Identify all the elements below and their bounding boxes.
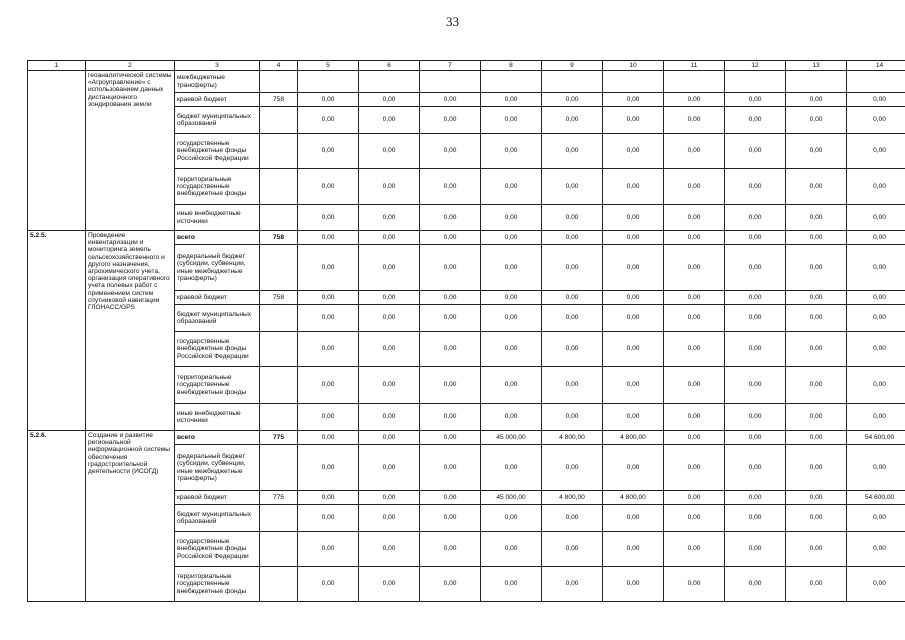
amount-cell: 0,00 <box>725 431 786 445</box>
amount-cell: 0,00 <box>603 567 664 602</box>
funding-source: федеральный бюджет (субсидии, субвенции, иные межбюджетные трансферты) <box>175 245 260 291</box>
funding-source: бюджет муниципальных образований <box>175 107 260 134</box>
amount-cell: 45 000,00 <box>481 431 542 445</box>
funding-source: территориальные государственные внебюджетные фонды <box>175 367 260 404</box>
amount-cell: 0,00 <box>725 491 786 505</box>
amount-cell: 0,00 <box>481 93 542 107</box>
amount-cell <box>420 71 481 93</box>
amount-cell: 0,00 <box>847 231 905 245</box>
amount-cell: 0,00 <box>603 445 664 491</box>
amount-cell: 0,00 <box>786 445 847 491</box>
funding-source: территориальные государственные внебюджетные фонды <box>175 567 260 602</box>
amount-cell: 0,00 <box>542 107 603 134</box>
column-header: 2 <box>86 61 175 71</box>
header-row <box>28 61 905 71</box>
amount-cell: 0,00 <box>786 231 847 245</box>
amount-cell <box>542 71 603 93</box>
amount-cell: 4 800,00 <box>603 491 664 505</box>
amount-cell: 0,00 <box>603 291 664 305</box>
amount-cell: 0,00 <box>420 367 481 404</box>
amount-cell: 0,00 <box>420 567 481 602</box>
amount-cell: 0,00 <box>786 107 847 134</box>
amount-cell: 0,00 <box>542 134 603 169</box>
amount-cell: 0,00 <box>481 291 542 305</box>
amount-cell: 0,00 <box>542 245 603 291</box>
amount-cell: 0,00 <box>542 93 603 107</box>
column-header: 1 <box>28 61 86 71</box>
table-row <box>28 431 905 445</box>
amount-cell: 0,00 <box>481 567 542 602</box>
column-header: 10 <box>603 61 664 71</box>
amount-cell: 0,00 <box>420 169 481 205</box>
amount-cell: 0,00 <box>481 332 542 367</box>
funding-source: всего <box>175 431 260 445</box>
amount-cell: 0,00 <box>786 567 847 602</box>
column-header: 5 <box>298 61 359 71</box>
amount-cell: 0,00 <box>359 431 420 445</box>
amount-cell: 0,00 <box>359 245 420 291</box>
amount-cell: 0,00 <box>664 231 725 245</box>
admin-code <box>260 445 298 491</box>
amount-cell: 0,00 <box>298 332 359 367</box>
amount-cell: 0,00 <box>603 169 664 205</box>
amount-cell: 0,00 <box>481 205 542 231</box>
amount-cell: 0,00 <box>298 404 359 431</box>
amount-cell: 0,00 <box>542 291 603 305</box>
column-header: 7 <box>420 61 481 71</box>
amount-cell: 0,00 <box>847 567 905 602</box>
amount-cell: 0,00 <box>664 532 725 567</box>
amount-cell: 0,00 <box>542 305 603 332</box>
amount-cell: 0,00 <box>603 367 664 404</box>
admin-code <box>260 367 298 404</box>
amount-cell: 0,00 <box>664 445 725 491</box>
amount-cell: 0,00 <box>542 505 603 532</box>
amount-cell: 0,00 <box>664 107 725 134</box>
amount-cell: 54 600,00 <box>847 491 905 505</box>
amount-cell: 0,00 <box>664 134 725 169</box>
amount-cell: 0,00 <box>298 169 359 205</box>
amount-cell: 0,00 <box>542 445 603 491</box>
amount-cell: 54 600,00 <box>847 431 905 445</box>
amount-cell: 0,00 <box>542 532 603 567</box>
column-header: 11 <box>664 61 725 71</box>
amount-cell: 0,00 <box>725 505 786 532</box>
admin-code: 758 <box>260 291 298 305</box>
amount-cell: 0,00 <box>542 205 603 231</box>
admin-code <box>260 567 298 602</box>
amount-cell: 0,00 <box>359 367 420 404</box>
amount-cell: 0,00 <box>725 404 786 431</box>
amount-cell: 0,00 <box>725 445 786 491</box>
amount-cell: 0,00 <box>298 134 359 169</box>
amount-cell: 4 800,00 <box>542 431 603 445</box>
amount-cell: 0,00 <box>664 491 725 505</box>
amount-cell: 0,00 <box>847 134 905 169</box>
amount-cell: 0,00 <box>603 231 664 245</box>
amount-cell: 0,00 <box>786 491 847 505</box>
funding-source: краевой бюджет <box>175 491 260 505</box>
amount-cell: 0,00 <box>725 134 786 169</box>
amount-cell: 0,00 <box>847 532 905 567</box>
funding-source: краевой бюджет <box>175 93 260 107</box>
amount-cell: 0,00 <box>664 93 725 107</box>
amount-cell: 0,00 <box>420 245 481 291</box>
amount-cell: 0,00 <box>847 107 905 134</box>
amount-cell: 0,00 <box>420 491 481 505</box>
amount-cell: 0,00 <box>420 205 481 231</box>
amount-cell: 0,00 <box>786 404 847 431</box>
amount-cell: 0,00 <box>725 205 786 231</box>
amount-cell: 0,00 <box>664 169 725 205</box>
amount-cell: 0,00 <box>725 169 786 205</box>
amount-cell: 0,00 <box>847 169 905 205</box>
amount-cell: 0,00 <box>664 205 725 231</box>
amount-cell: 0,00 <box>359 567 420 602</box>
amount-cell: 0,00 <box>603 245 664 291</box>
measure-code: 5.2.6. <box>28 431 86 602</box>
amount-cell: 0,00 <box>359 332 420 367</box>
admin-code <box>260 134 298 169</box>
amount-cell: 0,00 <box>481 169 542 205</box>
funding-source: федеральный бюджет (субсидии, субвенции, иные межбюджетные трансферты) <box>175 445 260 491</box>
amount-cell: 0,00 <box>603 134 664 169</box>
amount-cell: 0,00 <box>786 532 847 567</box>
amount-cell: 0,00 <box>786 291 847 305</box>
amount-cell: 0,00 <box>359 107 420 134</box>
page-number: 33 <box>446 14 459 29</box>
amount-cell: 0,00 <box>359 532 420 567</box>
amount-cell: 0,00 <box>481 134 542 169</box>
admin-code: 758 <box>260 93 298 107</box>
amount-cell: 0,00 <box>725 532 786 567</box>
column-header: 6 <box>359 61 420 71</box>
admin-code <box>260 505 298 532</box>
measure-code: 5.2.5. <box>28 231 86 431</box>
amount-cell: 0,00 <box>847 245 905 291</box>
funding-source: бюджет муниципальных образований <box>175 305 260 332</box>
amount-cell: 0,00 <box>664 367 725 404</box>
amount-cell: 0,00 <box>420 305 481 332</box>
amount-cell: 0,00 <box>481 231 542 245</box>
amount-cell: 0,00 <box>481 445 542 491</box>
admin-code <box>260 107 298 134</box>
column-header: 3 <box>175 61 260 71</box>
amount-cell <box>786 71 847 93</box>
amount-cell <box>847 71 905 93</box>
amount-cell: 0,00 <box>603 332 664 367</box>
amount-cell: 0,00 <box>298 291 359 305</box>
amount-cell: 0,00 <box>298 505 359 532</box>
amount-cell <box>725 71 786 93</box>
amount-cell: 0,00 <box>298 367 359 404</box>
measure-code <box>28 71 86 231</box>
amount-cell: 0,00 <box>359 134 420 169</box>
amount-cell: 0,00 <box>725 367 786 404</box>
amount-cell: 0,00 <box>664 332 725 367</box>
amount-cell: 0,00 <box>725 93 786 107</box>
amount-cell: 0,00 <box>359 404 420 431</box>
amount-cell: 0,00 <box>481 107 542 134</box>
amount-cell: 0,00 <box>725 332 786 367</box>
funding-source: бюджет муниципальных образований <box>175 505 260 532</box>
amount-cell: 0,00 <box>786 93 847 107</box>
amount-cell: 0,00 <box>847 93 905 107</box>
amount-cell: 0,00 <box>542 567 603 602</box>
amount-cell: 0,00 <box>847 505 905 532</box>
amount-cell: 0,00 <box>664 505 725 532</box>
amount-cell: 0,00 <box>725 245 786 291</box>
amount-cell: 0,00 <box>664 567 725 602</box>
admin-code <box>260 205 298 231</box>
column-header: 12 <box>725 61 786 71</box>
amount-cell: 0,00 <box>603 305 664 332</box>
amount-cell: 0,00 <box>298 532 359 567</box>
amount-cell: 0,00 <box>298 107 359 134</box>
amount-cell: 0,00 <box>420 445 481 491</box>
amount-cell: 0,00 <box>847 404 905 431</box>
amount-cell: 0,00 <box>481 532 542 567</box>
amount-cell: 0,00 <box>420 93 481 107</box>
amount-cell: 0,00 <box>298 445 359 491</box>
amount-cell: 0,00 <box>420 404 481 431</box>
amount-cell: 0,00 <box>664 404 725 431</box>
amount-cell: 0,00 <box>298 93 359 107</box>
funding-source: иные внебюджетные источники <box>175 404 260 431</box>
amount-cell: 0,00 <box>359 169 420 205</box>
amount-cell: 0,00 <box>359 491 420 505</box>
amount-cell: 0,00 <box>359 291 420 305</box>
table-row <box>28 71 905 93</box>
amount-cell: 0,00 <box>786 367 847 404</box>
amount-cell: 0,00 <box>847 445 905 491</box>
funding-source: всего <box>175 231 260 245</box>
admin-code <box>260 404 298 431</box>
amount-cell: 0,00 <box>664 291 725 305</box>
amount-cell: 45 000,00 <box>481 491 542 505</box>
amount-cell: 0,00 <box>786 431 847 445</box>
amount-cell: 0,00 <box>420 431 481 445</box>
amount-cell: 0,00 <box>298 245 359 291</box>
amount-cell: 0,00 <box>298 305 359 332</box>
column-header: 4 <box>260 61 298 71</box>
amount-cell: 0,00 <box>847 367 905 404</box>
amount-cell: 0,00 <box>603 205 664 231</box>
amount-cell: 0,00 <box>420 332 481 367</box>
amount-cell: 0,00 <box>786 332 847 367</box>
amount-cell: 0,00 <box>481 505 542 532</box>
amount-cell: 0,00 <box>420 291 481 305</box>
amount-cell: 0,00 <box>298 205 359 231</box>
amount-cell: 0,00 <box>603 532 664 567</box>
amount-cell: 0,00 <box>298 567 359 602</box>
amount-cell: 0,00 <box>542 169 603 205</box>
amount-cell: 0,00 <box>298 491 359 505</box>
admin-code: 775 <box>260 491 298 505</box>
amount-cell: 0,00 <box>603 93 664 107</box>
amount-cell: 0,00 <box>359 445 420 491</box>
funding-source: иные внебюджетные источники <box>175 205 260 231</box>
admin-code <box>260 532 298 567</box>
amount-cell: 0,00 <box>481 404 542 431</box>
measure-name: геоаналитической системы «Агроуправление» с использованием данных дистанционного зондирования земли <box>86 71 175 231</box>
column-header: 14 <box>847 61 905 71</box>
amount-cell: 0,00 <box>786 245 847 291</box>
amount-cell <box>481 71 542 93</box>
admin-code <box>260 71 298 93</box>
funding-source: межбюджетные трансферты) <box>175 71 260 93</box>
amount-cell: 0,00 <box>664 305 725 332</box>
funding-source: территориальные государственные внебюджетные фонды <box>175 169 260 205</box>
amount-cell: 0,00 <box>725 291 786 305</box>
column-header: 8 <box>481 61 542 71</box>
amount-cell: 0,00 <box>603 404 664 431</box>
amount-cell: 0,00 <box>847 305 905 332</box>
amount-cell: 4 800,00 <box>603 431 664 445</box>
amount-cell: 0,00 <box>359 305 420 332</box>
amount-cell: 0,00 <box>786 205 847 231</box>
amount-cell: 0,00 <box>725 231 786 245</box>
amount-cell: 0,00 <box>603 107 664 134</box>
amount-cell: 0,00 <box>786 505 847 532</box>
amount-cell: 0,00 <box>786 305 847 332</box>
amount-cell: 0,00 <box>298 431 359 445</box>
funding-source: государственные внебюджетные фонды Российской Федерации <box>175 332 260 367</box>
amount-cell: 0,00 <box>847 205 905 231</box>
amount-cell: 0,00 <box>481 305 542 332</box>
admin-code <box>260 332 298 367</box>
measure-name: Создание и развитие региональной информационной системы обеспечения градостроительной деятельности (ИСОГД) <box>86 431 175 602</box>
admin-code: 758 <box>260 231 298 245</box>
amount-cell: 0,00 <box>664 245 725 291</box>
amount-cell: 0,00 <box>420 134 481 169</box>
amount-cell <box>603 71 664 93</box>
amount-cell: 0,00 <box>359 231 420 245</box>
amount-cell: 0,00 <box>542 231 603 245</box>
admin-code <box>260 169 298 205</box>
amount-cell: 0,00 <box>420 231 481 245</box>
amount-cell: 0,00 <box>420 532 481 567</box>
amount-cell: 0,00 <box>664 431 725 445</box>
amount-cell: 0,00 <box>725 567 786 602</box>
admin-code <box>260 305 298 332</box>
amount-cell: 0,00 <box>298 231 359 245</box>
table-body <box>28 61 905 602</box>
amount-cell: 0,00 <box>847 291 905 305</box>
admin-code <box>260 245 298 291</box>
amount-cell: 0,00 <box>542 367 603 404</box>
amount-cell: 0,00 <box>725 107 786 134</box>
column-header: 13 <box>786 61 847 71</box>
amount-cell: 0,00 <box>359 505 420 532</box>
funding-source: государственные внебюджетные фонды Российской Федерации <box>175 532 260 567</box>
amount-cell: 0,00 <box>847 332 905 367</box>
amount-cell: 0,00 <box>542 404 603 431</box>
amount-cell: 0,00 <box>786 134 847 169</box>
amount-cell: 0,00 <box>542 332 603 367</box>
table-row <box>28 231 905 245</box>
amount-cell: 0,00 <box>420 505 481 532</box>
amount-cell: 0,00 <box>359 93 420 107</box>
amount-cell: 0,00 <box>603 505 664 532</box>
amount-cell: 0,00 <box>481 367 542 404</box>
amount-cell: 4 800,00 <box>542 491 603 505</box>
amount-cell <box>298 71 359 93</box>
admin-code: 775 <box>260 431 298 445</box>
amount-cell: 0,00 <box>359 205 420 231</box>
amount-cell <box>664 71 725 93</box>
amount-cell <box>359 71 420 93</box>
amount-cell: 0,00 <box>725 305 786 332</box>
column-header: 9 <box>542 61 603 71</box>
measure-name: Проведение инвентаризации и мониторинга земель сельскохозяйственного и другого назначения, агрохимического учета, организация оперативного учета полевых работ с применением систем спутниковой навигации ГЛОНАСС/GPS <box>86 231 175 431</box>
budget-table <box>27 60 905 602</box>
amount-cell: 0,00 <box>481 245 542 291</box>
funding-source: краевой бюджет <box>175 291 260 305</box>
amount-cell: 0,00 <box>420 107 481 134</box>
funding-source: государственные внебюджетные фонды Российской Федерации <box>175 134 260 169</box>
amount-cell: 0,00 <box>786 169 847 205</box>
